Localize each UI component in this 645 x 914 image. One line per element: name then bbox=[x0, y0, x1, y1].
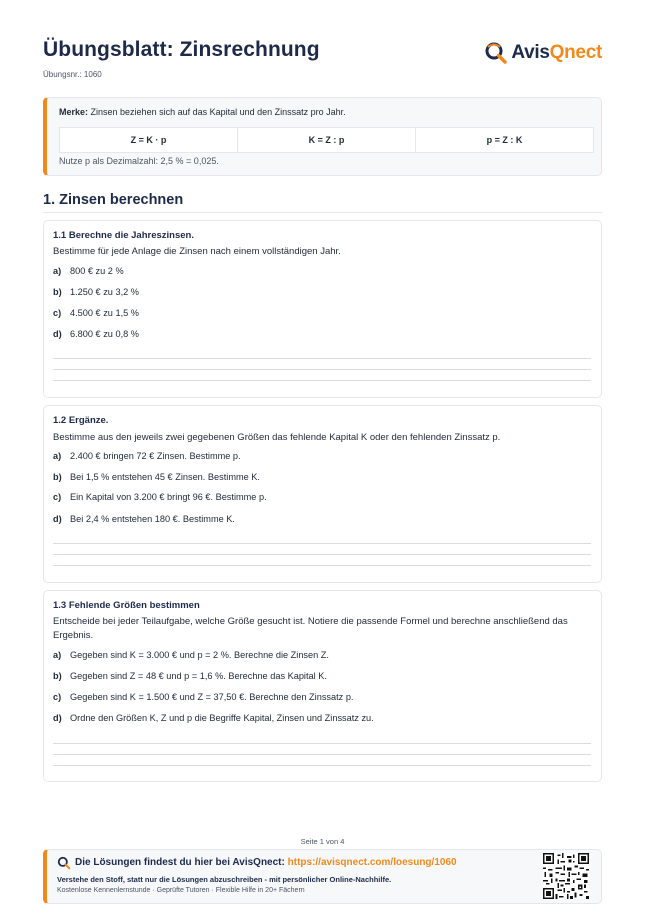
task-title: 1.3 Fehlende Größen bestimmen bbox=[53, 600, 200, 611]
task-item: b) 1.250 € zu 3,2 % bbox=[53, 287, 139, 297]
page-number: Seite 1 von 4 bbox=[300, 837, 345, 846]
task-card bbox=[43, 405, 602, 583]
answer-lines[interactable] bbox=[53, 743, 591, 776]
formula-cell: K = Z : p bbox=[238, 128, 416, 152]
task-item: c) Gegeben sind K = 1.500 € und Z = 37,50 €. Berechne den Zinssatz p. bbox=[53, 692, 354, 702]
task-item: c) Ein Kapital von 3.200 € bringt 96 €. Bestimme p. bbox=[53, 492, 267, 502]
footer-features: Kostenlose Kennenlernstunde · Geprüfte Tutoren · Flexible Hilfe in 20+ Fächern bbox=[57, 887, 305, 894]
task-item: b) Bei 1,5 % entstehen 45 € Zinsen. Bestimme K. bbox=[53, 472, 260, 482]
footer-subline: Verstehe den Stoff, statt nur die Lösungen abzuschreiben - mit persönlicher Online-Nachhilfe. bbox=[57, 875, 392, 884]
formula-table bbox=[59, 127, 594, 153]
brand-name: AvisQnect bbox=[511, 42, 602, 63]
merke-box bbox=[43, 97, 602, 176]
answer-lines[interactable] bbox=[53, 543, 591, 576]
page-header bbox=[43, 38, 602, 88]
footer-headline: Die Lösungen findest du hier bei AvisQnect: https://avisqnect.com/loesung/1060 bbox=[75, 857, 457, 868]
task-item: d) Bei 2,4 % entstehen 180 €. Bestimme K. bbox=[53, 514, 235, 524]
task-intro: Entscheide bei jeder Teilaufgabe, welche Größe gesucht ist. Notiere die passende Formel und berechne anschließend das Ergebnis. bbox=[53, 616, 568, 641]
answer-lines[interactable] bbox=[53, 358, 591, 391]
task-title: 1.2 Ergänze. bbox=[53, 415, 109, 426]
formula-cell: Z = K · p bbox=[60, 128, 238, 152]
task-intro: Bestimme aus den jeweils zwei gegebenen Größen das fehlende Kapital K oder den fehlenden Zinssatz p. bbox=[53, 432, 501, 443]
q-magnifier-icon bbox=[57, 856, 71, 870]
task-item: a) 2.400 € bringen 72 € Zinsen. Bestimme p. bbox=[53, 451, 241, 461]
qr-code-icon[interactable] bbox=[543, 853, 589, 899]
q-magnifier-icon bbox=[484, 41, 508, 65]
task-item: d) Ordne den Größen K, Z und p die Begriffe Kapital, Zinsen und Zinssatz zu. bbox=[53, 713, 374, 723]
page-title: Übungsblatt: Zinsrechnung bbox=[43, 38, 320, 61]
task-item: b) Gegeben sind Z = 48 € und p = 1,6 %. Berechne das Kapital K. bbox=[53, 671, 327, 681]
task-item: a) 800 € zu 2 % bbox=[53, 266, 124, 276]
solution-link[interactable]: https://avisqnect.com/loesung/1060 bbox=[287, 857, 457, 868]
task-item: a) Gegeben sind K = 3.000 € und p = 2 %. Berechne die Zinsen Z. bbox=[53, 650, 329, 660]
task-item: c) 4.500 € zu 1,5 % bbox=[53, 308, 139, 318]
brand-logo[interactable] bbox=[484, 40, 602, 66]
exercise-number: Übungsnr.: 1060 bbox=[43, 70, 102, 79]
merke-note: Nutze p als Dezimalzahl: 2,5 % = 0,025. bbox=[59, 156, 219, 166]
task-item: d) 6.800 € zu 0,8 % bbox=[53, 329, 139, 339]
merke-text: Merke: Zinsen beziehen sich auf das Kapital und den Zinssatz pro Jahr. bbox=[59, 107, 346, 117]
section-title: 1. Zinsen berechnen bbox=[43, 192, 184, 208]
task-card bbox=[43, 220, 602, 398]
task-intro: Bestimme für jede Anlage die Zinsen nach einem vollständigen Jahr. bbox=[53, 246, 341, 257]
footer-box bbox=[43, 849, 602, 904]
section-divider bbox=[43, 212, 602, 213]
task-title: 1.1 Berechne die Jahreszinsen. bbox=[53, 230, 194, 241]
formula-cell: p = Z : K bbox=[486, 135, 523, 145]
task-card bbox=[43, 590, 602, 782]
